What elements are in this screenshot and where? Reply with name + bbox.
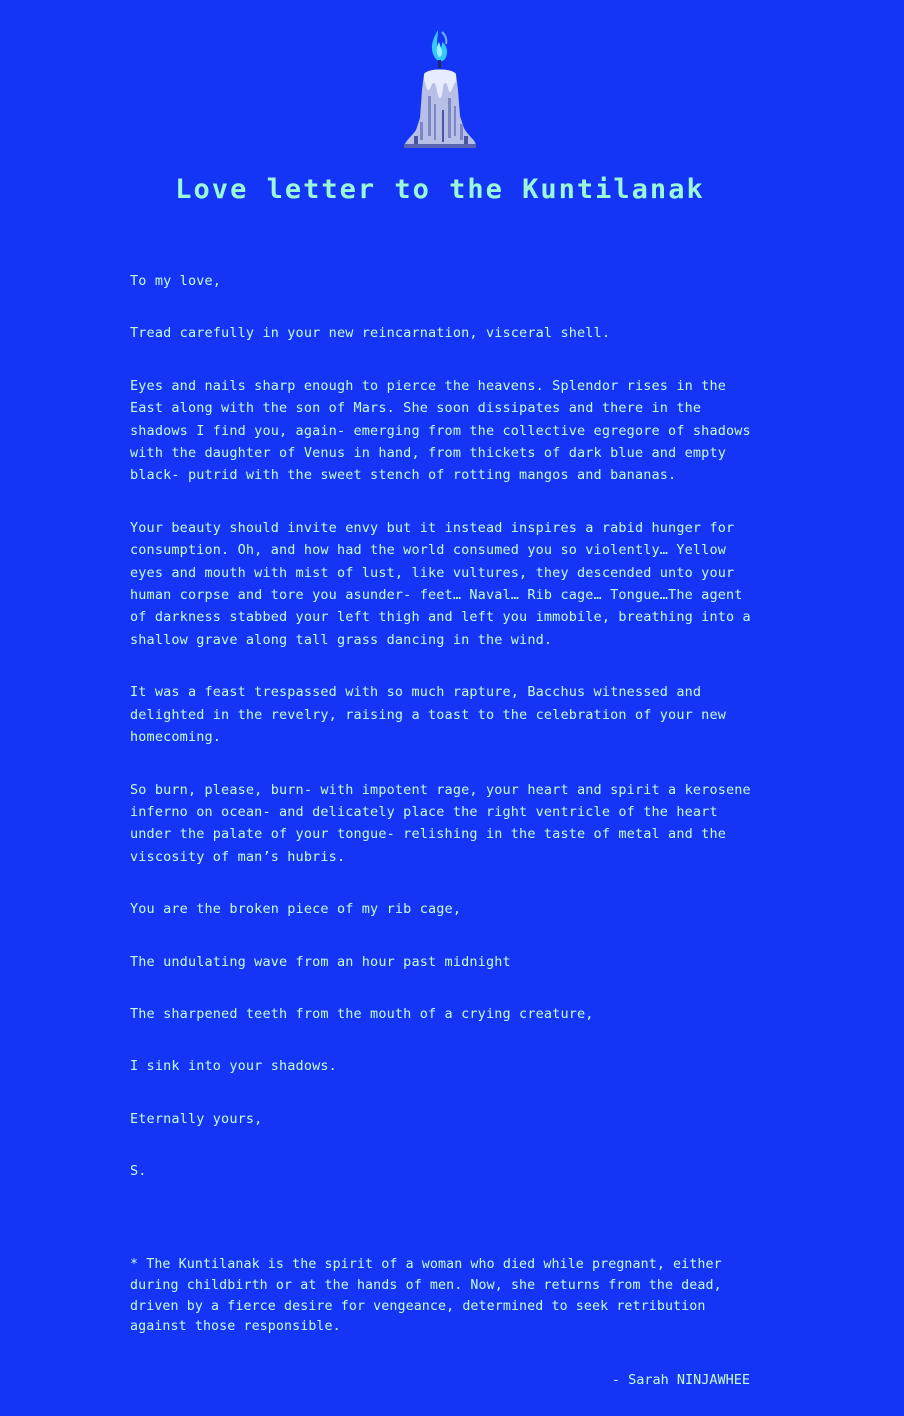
letter-paragraph: The undulating wave from an hour past midnight — [130, 953, 511, 970]
letter-paragraph: So burn, please, burn- with impotent rage, your heart and spirit a kerosene inferno on ocean- and delicately place the right ventricle of the heart under the palate of your tongue- relishing in the taste of metal and the viscosity of man’s hubris. — [130, 781, 751, 865]
letter-greeting: To my love, — [130, 273, 222, 289]
letter-paragraph: I sink into your shadows. — [130, 1058, 337, 1075]
letter-paragraph: You are the broken piece of my rib cage, — [130, 901, 462, 918]
letter-paragraph: Eyes and nails sharp enough to pierce the heavens. Splendor rises in the East along with the son of Mars. She soon dissipates and there in the shadows I find you, again- emerging from the collective egregore of shadows with the daughter of Venus in hand, from thickets of dark blue and empty black- putrid with the sweet stench of rotting mangos and bananas. — [130, 377, 751, 484]
letter-paragraph: Tread carefully in your new reincarnation, visceral shell. — [130, 325, 611, 342]
page-title: Love letter to the Kuntilanak — [175, 174, 705, 205]
letter-body — [130, 270, 760, 1213]
letter-initial: S. — [130, 1163, 147, 1180]
letter-paragraph: Your beauty should invite envy but it instead inspires a rabid hunger for consumption. Oh, and how had the world consumed you so violently… Yellow eyes and mouth with mist of lust, like vultures, they descended unto your human corpse and tore you asunder- feet… Naval… Rib cage… Tongue…The agent of darkness stabbed your left thigh and left you immobile, breathing into a shallow grave along tall grass dancing in the wind. — [130, 519, 751, 648]
letter-closing: Eternally yours, — [130, 1110, 263, 1127]
author-signature: - Sarah NINJAWHEE — [611, 1372, 750, 1388]
footnote: * The Kuntilanak is the spirit of a woman who died while pregnant, either during childbirth or at the hands of men. Now, she returns from the dead, driven by a fierce desire for vengeance, determined to seek retribution against those responsible. — [130, 1257, 722, 1335]
letter-paragraph: It was a feast trespassed with so much rapture, Bacchus witnessed and delighted in the revelry, raising a toast to the celebration of your new homecoming. — [130, 684, 726, 746]
letter-paragraph: The sharpened teeth from the mouth of a crying creature, — [130, 1005, 594, 1022]
candle-icon — [398, 26, 482, 152]
